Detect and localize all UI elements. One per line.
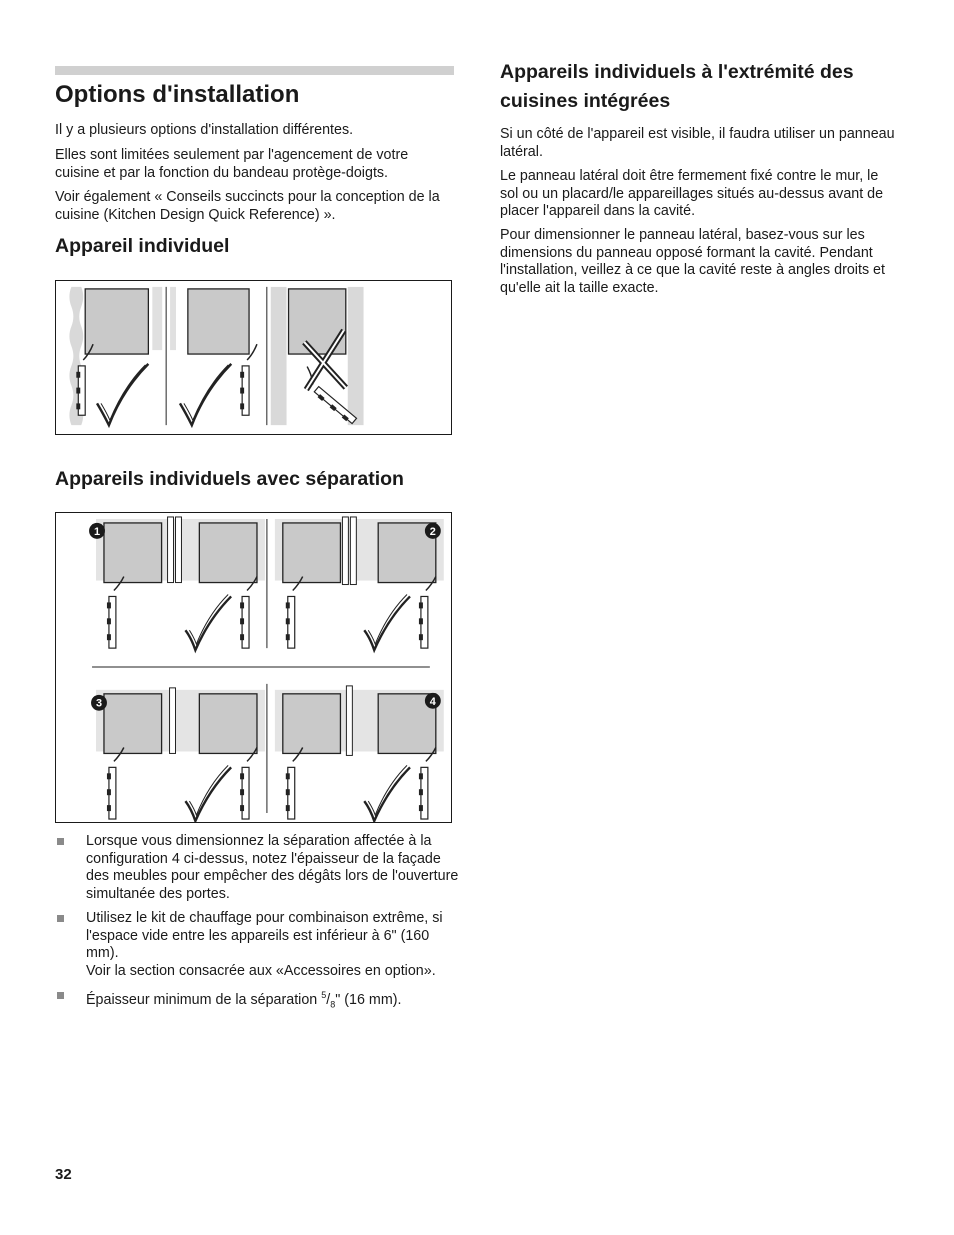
- list-item: [55, 987, 465, 1014]
- list-item: [55, 910, 465, 980]
- badge-3-label: 3: [95, 697, 103, 710]
- intro-paragraph-2: Elles sont limitées seulement par l'agencement de votre cuisine et par la fonction du bandeau protège-doigts.: [55, 147, 409, 181]
- fraction-denominator: 8: [330, 999, 336, 1010]
- separation-diagram: [56, 513, 451, 822]
- page-number: 32: [55, 1166, 72, 1183]
- list-item: [55, 833, 465, 903]
- fraction-numerator: 5: [321, 990, 327, 1000]
- figure-single-appliance: [55, 280, 452, 435]
- bullet-text-2: Utilisez le kit de chauffage pour combinaison extrême, si l'espace vide entre les appareils est inférieur à 6" (160 mm).: [86, 910, 443, 961]
- heading-single-appliance: Appareil individuel: [55, 235, 230, 257]
- bullet-square-icon: [57, 992, 64, 999]
- right-paragraph-3: Pour dimensionner le panneau latéral, basez-vous sur les dimensions du panneau opposé formant la cavité. Pendant l'installation, veillez à ce que la cavité reste à angles droits et qu'elle ait la taille exacte.: [500, 227, 885, 296]
- right-paragraph-1: Si un côté de l'appareil est visible, il faudra utiliser un panneau latéral.: [500, 126, 895, 160]
- intro-paragraph-3: Voir également « Conseils succincts pour la conception de la cuisine (Kitchen Design Quick Reference) ».: [55, 189, 440, 223]
- single-appliance-diagram: [56, 281, 451, 434]
- badge-2-label: 2: [429, 525, 436, 538]
- bullet-square-icon: [57, 838, 64, 845]
- bullet-text-1: Lorsque vous dimensionnez la séparation affectée à la configuration 4 ci-dessus, notez l'épaisseur de la façade des meubles pour empêcher des dégâts lors de l'ouverture simultanée des portes.: [86, 833, 459, 902]
- heading-separation: Appareils individuels avec séparation: [55, 468, 404, 490]
- intro-paragraph-1: Il y a plusieurs options d'installation différentes.: [55, 122, 354, 138]
- notes-list: [55, 833, 465, 1021]
- title-rule: [55, 66, 454, 75]
- bullet-text-3-suffix: " (16 mm).: [335, 991, 402, 1008]
- page-title: Options d'installation: [55, 81, 300, 108]
- badge-1-label: 1: [93, 525, 101, 538]
- bullet-square-icon: [57, 915, 64, 922]
- bullet-text-3-prefix: Épaisseur minimum de la séparation: [86, 991, 322, 1008]
- bullet-text-2b: Voir la section consacrée aux «Accessoires en option».: [86, 962, 436, 979]
- badge-4-label: 4: [429, 695, 436, 708]
- fraction-slash: /: [326, 991, 331, 1008]
- figure-separation: [55, 512, 452, 823]
- right-paragraph-2: Le panneau latéral doit être fermement fixé contre le mur, le sol ou un placard/le appareillages situés au-dessus avant de placer l'appareil dans la cavité.: [500, 168, 884, 219]
- heading-end-of-kitchen: Appareils individuels à l'extrémité des cuisines intégrées: [500, 61, 854, 112]
